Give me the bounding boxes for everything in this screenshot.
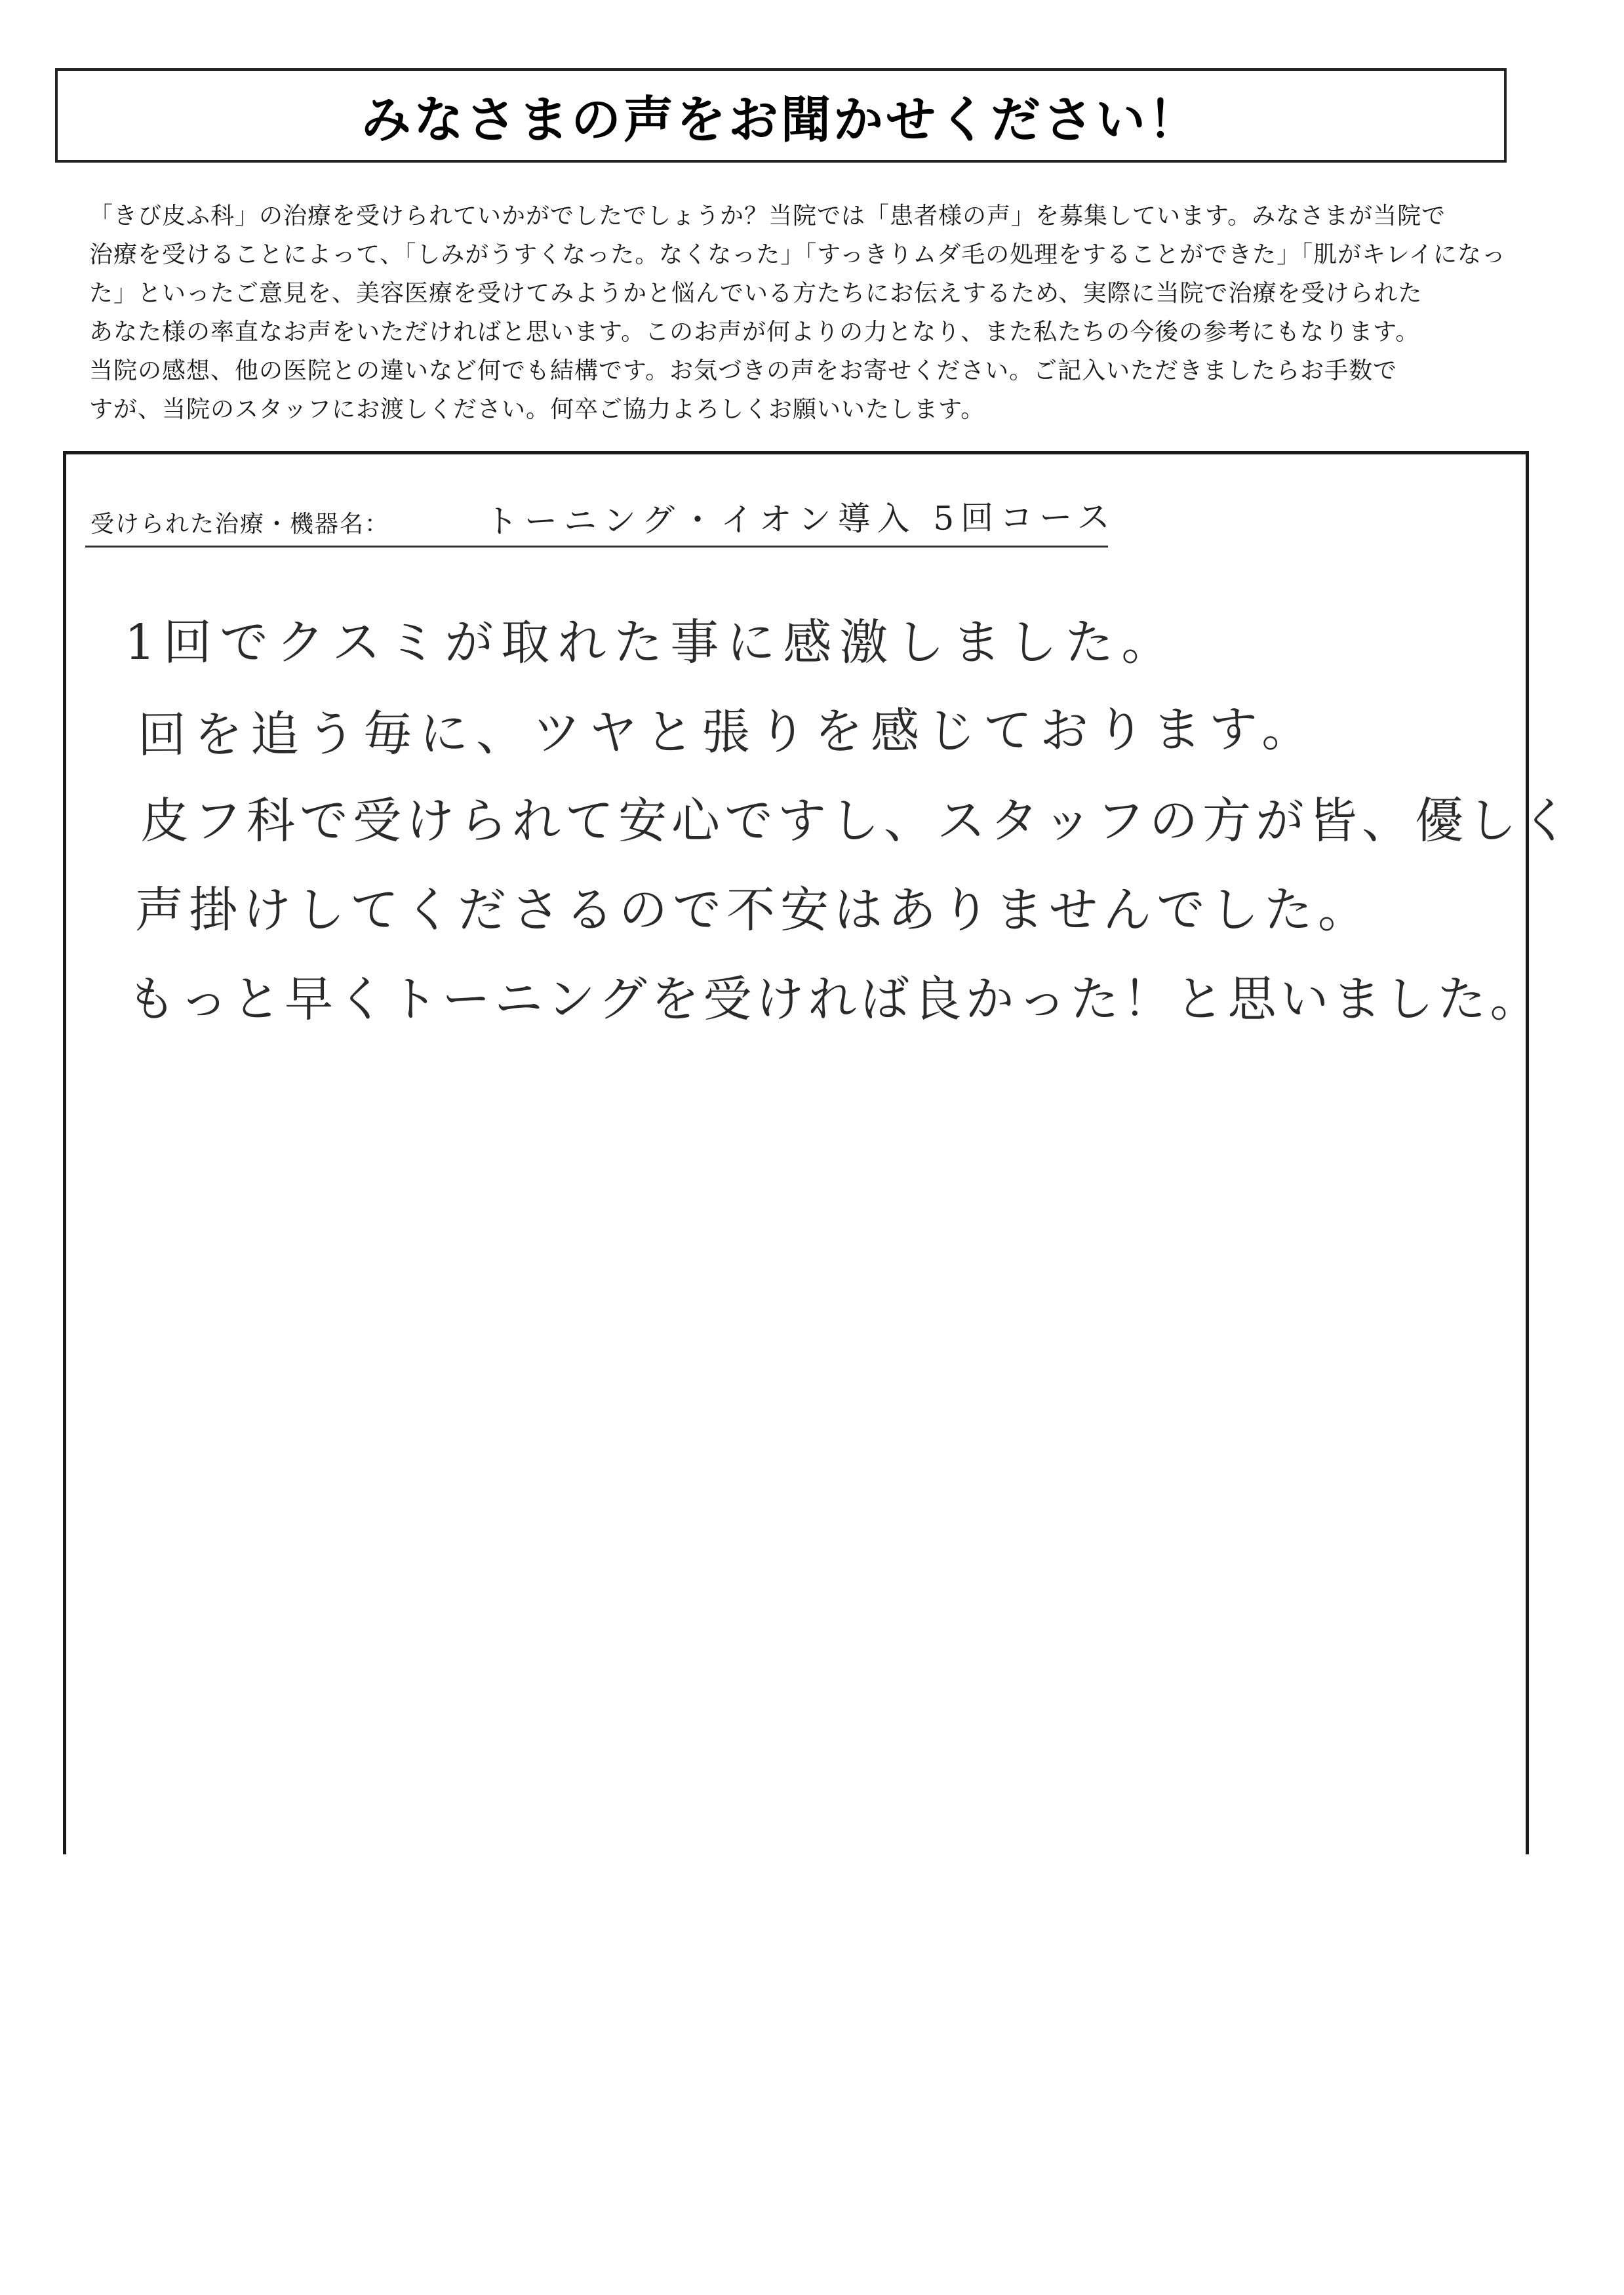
form-title: みなさまの声をお聞かせください！ [361, 90, 1200, 149]
comment-line: 回を追う毎に、ツヤと張りを感じております。 [137, 701, 1318, 764]
intro-text [89, 197, 1506, 429]
comment-line: 皮フ科で受けられて安心ですし、スタッフの方が皆、優しく [140, 793, 1574, 849]
title-box [55, 68, 1507, 163]
intro-line: 治療を受けることによって、「しみがうすくなった。なくなった」「すっきりムダ毛の処理をすることができた」「肌がキレイになっ [89, 241, 1506, 268]
intro-line: 「きび皮ふ科」の治療を受けられていかがでしたでしょうか？当院では「患者様の声」を募集しています。みなさまが当院で [89, 203, 1446, 230]
intro-line: すが、当院のスタッフにお渡しください。何卒ご協力よろしくお願いいたします。 [89, 396, 985, 423]
comment-line: もっと早くトーニングを受ければ良かった！と思いました。 [127, 971, 1543, 1028]
comment-line: 1回でクスミが取れた事に感激しました。 [125, 614, 1178, 671]
intro-line: 当院の感想、他の医院との違いなど何でも結構です。お気づきの声をお寄せください。ご記入いただきましたらお手数で [89, 357, 1398, 384]
treatment-value: トーニング・イオン導入 5回コース [485, 498, 1117, 541]
handwritten-comment [125, 598, 1574, 1044]
treatment-label: 受けられた治療・機器名： [90, 511, 390, 538]
comment-line: 声掛けしてくださるので不安はありませんでした。 [135, 882, 1372, 938]
treatment-field [85, 493, 1117, 548]
intro-line: あなた様の率直なお声をいただければと思います。このお声が何よりの力となり、また私たちの今後の参考にもなります。 [89, 319, 1420, 346]
intro-line: た」といったご意見を、美容医療を受けてみようかと悩んでいる方たちにお伝えするため、実際に当院で治療を受けられた [89, 280, 1423, 307]
